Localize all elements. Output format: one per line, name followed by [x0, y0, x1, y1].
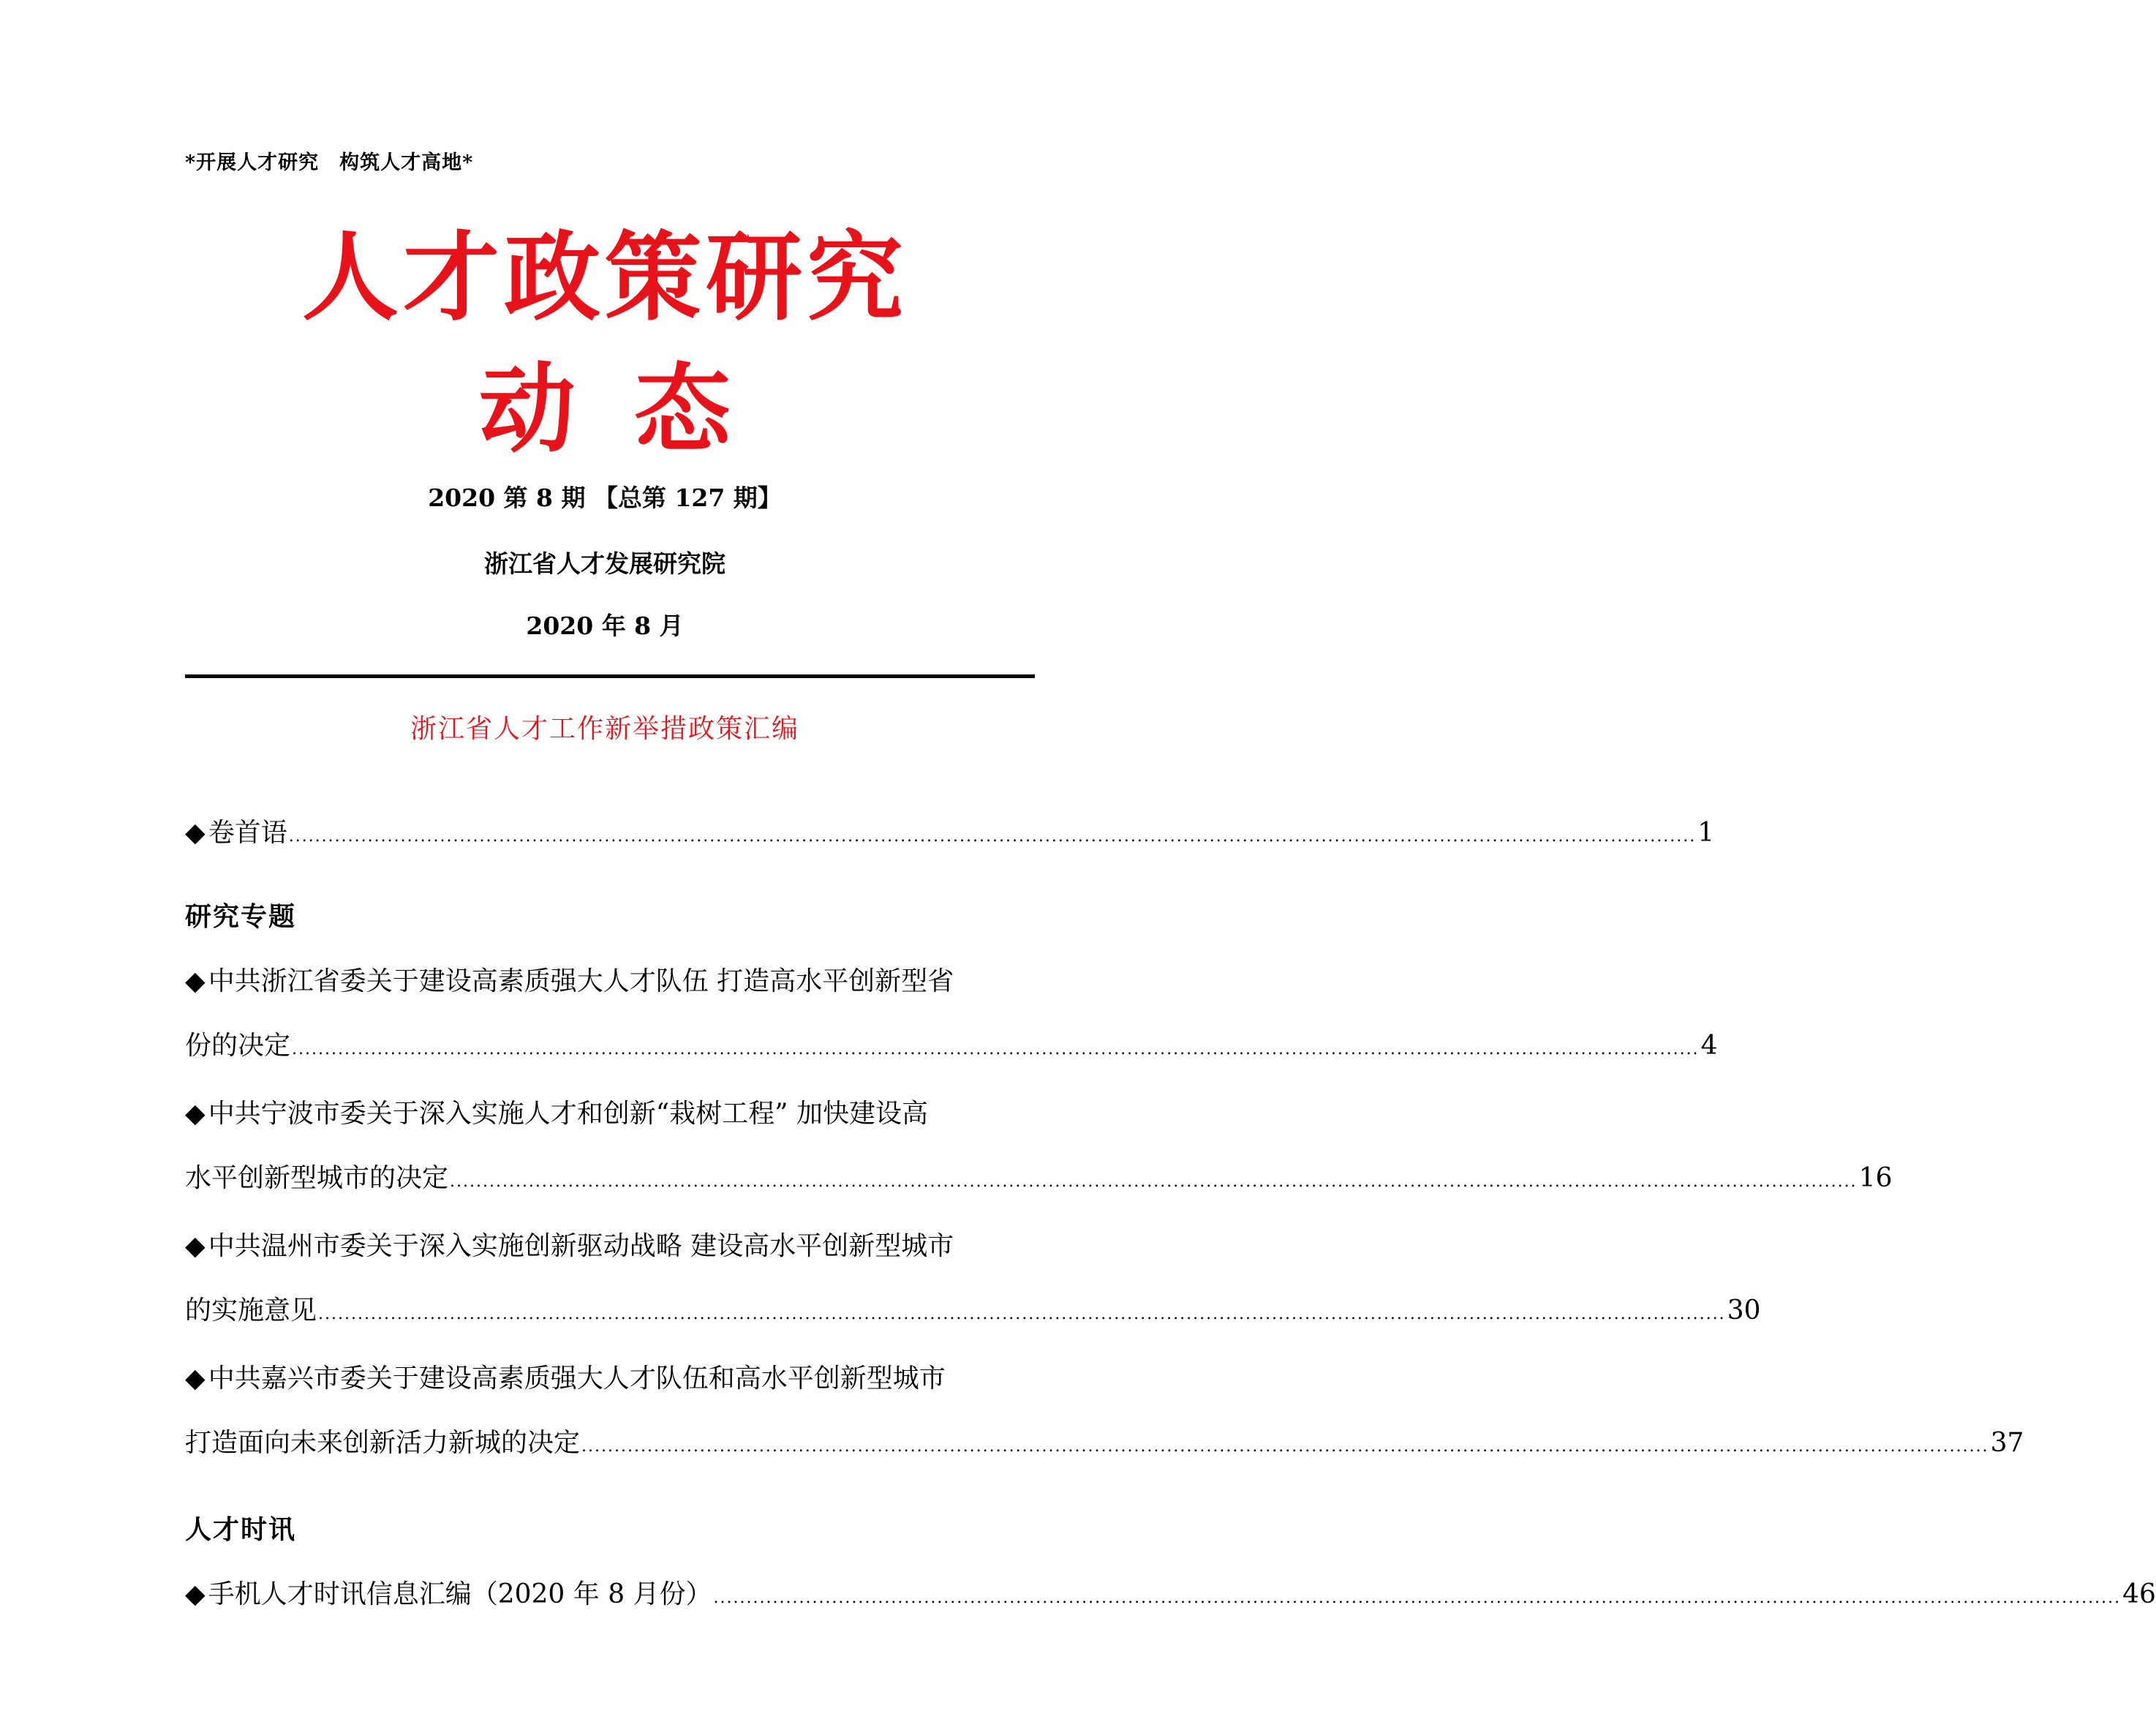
issue-subtitle: 浙江省人才工作新举措政策汇编 [410, 714, 799, 744]
diamond-bullet-icon: ◆ [185, 1364, 206, 1394]
table-of-contents [185, 801, 2156, 1631]
toc-entry-title: 卷首语 [208, 818, 287, 848]
toc-entry-title-cont: 打造面向未来创新活力新城的决定 [185, 1428, 581, 1458]
toc-entry-title-cont: 的实施意见 [185, 1296, 317, 1325]
toc-page-number: 1 [1697, 818, 1715, 848]
toc-entry[interactable] [185, 1563, 2156, 1631]
publication-title: 人才政策研究 [302, 221, 908, 334]
organization-name: 浙江省人才发展研究院 [484, 549, 725, 578]
toc-page-number: 46 [2122, 1579, 2156, 1609]
diamond-bullet-icon: ◆ [185, 1579, 206, 1609]
publication-date: 2020 年 8 月 [526, 612, 684, 640]
diamond-bullet-icon: ◆ [185, 1099, 206, 1129]
toc-leader-dots: ...................................................................................................................................................................................................................... [318, 1305, 1726, 1323]
toc-section-heading: 研究专题 [185, 901, 297, 932]
publication-title-line2: 动态 [479, 353, 789, 466]
header-slogan: *开展人才研究 构筑人才高地* [185, 151, 474, 174]
toc-entry[interactable] [185, 1214, 1761, 1347]
diamond-bullet-icon: ◆ [185, 818, 206, 848]
toc-leader-dots: ...................................................................................................................................................................................................................... [292, 1040, 1700, 1058]
toc-entry-preface[interactable] [185, 801, 1715, 869]
toc-page-number: 37 [1990, 1428, 2024, 1458]
toc-section-heading: 人才时讯 [185, 1514, 297, 1545]
toc-leader-dots: ...................................................................................................................................................................................................................... [581, 1437, 1989, 1456]
toc-entry-title: 手机人才时讯信息汇编（2020 年 8 月份） [208, 1579, 712, 1609]
toc-page-number: 30 [1727, 1296, 1761, 1325]
toc-page-number: 16 [1858, 1163, 1893, 1193]
divider-rule [185, 674, 1035, 678]
toc-entry[interactable] [185, 949, 1718, 1082]
toc-page-number: 4 [1700, 1031, 1718, 1061]
toc-entry[interactable] [185, 1082, 1893, 1214]
diamond-bullet-icon: ◆ [185, 966, 206, 996]
toc-leader-dots: ...................................................................................................................................................................................................................... [450, 1173, 1858, 1191]
issue-number: 2020 第 8 期 【总第 127 期】 [428, 484, 782, 512]
toc-entry-title: 中共宁波市委关于深入实施人才和创新“栽树工程” 加快建设高 [208, 1099, 928, 1129]
toc-entry-title: 中共温州市委关于深入实施创新驱动战略 建设高水平创新型城市 [208, 1231, 954, 1261]
diamond-bullet-icon: ◆ [185, 1231, 206, 1261]
toc-entry-title: 中共浙江省委关于建设高素质强大人才队伍 打造高水平创新型省 [208, 966, 954, 996]
toc-entry-title-cont: 份的决定 [185, 1031, 291, 1061]
toc-leader-dots: ...................................................................................................................................................................................................................... [713, 1589, 2122, 1607]
toc-leader-dots: ...................................................................................................................................................................................................................... [288, 827, 1697, 846]
toc-entry[interactable] [185, 1347, 2024, 1479]
toc-entry-title-cont: 水平创新型城市的决定 [185, 1163, 449, 1193]
toc-entry-title: 中共嘉兴市委关于建设高素质强大人才队伍和高水平创新型城市 [208, 1364, 946, 1394]
